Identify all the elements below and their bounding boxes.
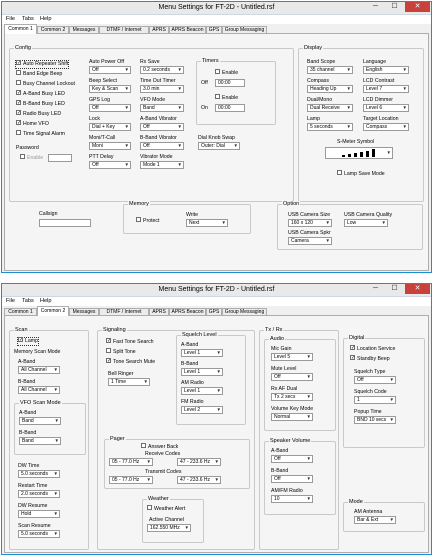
language-label: Language [363,59,387,65]
chevron-down-icon: ▼ [306,374,311,379]
audio-group [264,336,336,431]
timer-off-enable-checkbox[interactable]: Enable [215,70,238,77]
close-button[interactable]: ✕ [405,284,430,294]
usb-camera-quality-label: USB Camera Quality [344,212,393,218]
speaker-am-fm-select[interactable]: 10 ▼ [271,495,313,503]
tab-aprs-beacon[interactable]: APRS Beacon [169,308,206,316]
menu-tabs[interactable]: Tabs [22,298,34,304]
lcd-contrast-select[interactable]: Level 7 ▼ [363,85,409,93]
checkmark-icon: ✓ [351,355,356,362]
tab-common-2[interactable]: Common 2 [37,306,69,316]
transmit-codes-label: Transmit Codes [145,469,182,475]
minimize-button[interactable]: ─ [373,3,378,10]
timer-off-label: Off [201,80,208,86]
chevron-down-icon: ▼ [184,525,189,530]
chevron-down-icon: ▼ [325,238,330,243]
scan-lamp-checkbox[interactable]: ✓ Lamp [19,337,38,344]
chevron-down-icon: ▼ [53,511,58,516]
chevron-down-icon: ▼ [346,67,351,72]
speaker-a-select[interactable]: Off ▼ [271,455,313,463]
vfo-scan-a-label: A-Band [19,410,37,416]
home-vfo-checkbox[interactable]: ✓ Home VFO [17,120,49,127]
digital-title: Digital [349,335,365,341]
restart-time-label: Restart Time [18,483,48,489]
squelch-level-title: Squelch Level [182,332,217,338]
chevron-down-icon: ▼ [53,531,58,536]
chevron-down-icon: ▼ [306,496,311,501]
config-title: Config [15,45,31,51]
chevron-down-icon: ▼ [346,105,351,110]
dual-mono-select[interactable]: Dual Receive ▼ [307,104,353,112]
popup-time-select[interactable]: BND 10 secs ▼ [354,416,396,424]
chevron-down-icon: ▼ [346,124,351,129]
band-scope-label: Band Scope [307,59,336,65]
chevron-down-icon: ▼ [221,220,226,225]
mode-group [343,499,425,532]
signaling-group [97,327,255,550]
chevron-down-icon: ▼ [177,105,182,110]
time-out-timer-label: Time Out Timer [140,78,176,84]
chevron-down-icon: ▼ [381,220,386,225]
menu-help[interactable]: Help [40,298,52,304]
am-antenna-select[interactable]: Bar & Ext ▼ [354,516,396,524]
pager-title: Pager [110,436,125,442]
chevron-down-icon: ▼ [306,354,311,359]
checkmark-icon: ✓ [17,90,22,97]
chevron-down-icon: ▼ [177,143,182,148]
chevron-down-icon: ▼ [177,162,182,167]
vfo-scan-mode-group [14,400,86,455]
callsign-input[interactable] [39,219,91,227]
dw-resume-select[interactable]: Hold ▼ [18,510,60,518]
checkmark-icon: ✓ [107,338,112,345]
chevron-down-icon: ▼ [389,417,394,422]
beep-select-select[interactable]: Key & Scan ▼ [89,85,131,93]
chevron-down-icon: ▼ [124,86,129,91]
tab-gps[interactable]: GPS [206,26,222,34]
speaker-am-fm-label: AM/FM Radio [271,488,303,494]
tab-aprs-beacon[interactable]: APRS Beacon [169,26,206,34]
mode-title: Mode [349,499,363,505]
password-enable-checkbox[interactable]: Enable [20,155,43,162]
memory-scan-a-label: A-Band [18,359,36,365]
split-tone-checkbox[interactable]: Split Tone [106,349,136,356]
receive-codes-label: Receive Codes [145,451,181,457]
auto-power-off-select[interactable]: Off ▼ [89,66,131,74]
dw-time-label: DW Time [18,463,40,469]
timer-off-input[interactable]: 00:00 [215,79,245,87]
time-out-timer-select[interactable]: 3.0 min ▼ [140,85,184,93]
a-band-vibrator-label: A-Band Vibrator [140,116,177,122]
vfo-scan-mode-title: VFO Scan Mode [20,400,61,406]
checkbox-empty-icon [16,70,21,75]
chevron-down-icon: ▼ [177,86,182,91]
rx-af-dual-select[interactable]: Tx 2 secs ▼ [271,393,313,401]
speaker-b-select[interactable]: Off ▼ [271,475,313,483]
speaker-volume-group [264,438,336,515]
volume-key-mode-label: Volume Key Mode [271,406,314,412]
menu-file[interactable]: File [6,298,16,304]
chevron-down-icon: ▼ [402,105,407,110]
dial-knob-swap-select[interactable]: Outer: Dial ▼ [198,142,240,150]
chevron-down-icon: ▼ [216,369,221,374]
mic-gain-select[interactable]: Level 5 ▼ [271,353,313,361]
moni-tcall-select[interactable]: Moni ▼ [89,142,131,150]
target-location-label: Target Location [363,116,399,122]
weather-group [142,496,204,543]
tx-rx-title: Tx / Rx [265,327,283,333]
fast-tone-search-checkbox[interactable]: ✓ Fast Tone Search [107,338,154,345]
squelch-b-label: B-Band [181,361,199,367]
menu-help[interactable]: Help [40,16,52,22]
checkbox-empty-icon [20,154,25,159]
callsign-label: Callsign [39,211,58,217]
chevron-down-icon: ▼ [216,407,221,412]
speaker-a-label: A-Band [271,448,289,454]
vfo-mode-select[interactable]: Band ▼ [140,104,184,112]
time-signal-alarm-checkbox[interactable]: Time Signal Alarm [16,131,65,138]
title-bar [2,284,431,297]
menu-bar [2,15,431,24]
chevron-down-icon: ▼ [389,397,394,402]
menu-bar [2,297,431,306]
password-input[interactable] [48,154,72,162]
ptt-delay-select[interactable]: Off ▼ [89,161,131,169]
usb-camera-spkr-label: USB Camera Spkr [288,230,331,236]
memory-title: Memory [129,201,149,207]
tab-common-1[interactable]: Common 1 [4,308,37,316]
checkbox-empty-icon [215,69,220,74]
checkbox-empty-icon [136,217,141,222]
timer-on-enable-checkbox[interactable]: Enable [215,95,238,102]
bell-ringer-label: Bell Ringer [108,371,134,377]
location-service-checkbox[interactable]: ✓ Location Service [351,345,396,352]
checkmark-icon: ✓ [17,100,22,107]
vfo-scan-a-select[interactable]: Band ▼ [19,417,61,425]
tab-common-1[interactable]: Common 1 [4,24,37,34]
s-meter-bars-icon [340,149,390,158]
maximize-button[interactable]: ☐ [391,285,398,292]
checkbox-empty-icon [147,505,152,510]
dial-knob-swap-label: Dial Knob Swap [198,135,235,141]
chevron-down-icon: ▼ [177,67,182,72]
chevron-down-icon: ▼ [402,124,407,129]
checkmark-icon: ✓ [17,110,22,117]
chevron-down-icon: ▼ [124,105,129,110]
menu-tabs[interactable]: Tabs [22,16,34,22]
rx-save-label: Rx Save [140,59,160,65]
memory-group [123,201,251,234]
gps-log-select[interactable]: Off ▼ [89,104,131,112]
tone-search-mute-checkbox[interactable]: ✓ Tone Search Mute [107,358,156,365]
vibrator-mode-select[interactable]: Mode 1 ▼ [140,161,184,169]
memory-scan-b-label: B-Band [18,379,36,385]
checkmark-icon: ✓ [351,345,356,352]
mic-gain-label: Mic Gain [271,346,292,352]
checkmark-icon: ✓ [19,337,24,344]
squelch-code-label: Squelch Code [354,389,387,395]
audio-title: Audio [270,336,285,342]
tab-group-messaging[interactable]: Group Messaging [222,308,267,316]
tab-common-2[interactable]: Common 2 [37,26,69,34]
usb-camera-size-label: USB Camera Size [288,212,331,218]
chevron-down-icon: ▼ [124,124,129,129]
fm-radio-label: FM Radio [181,399,204,405]
tab-messages[interactable]: Messages [69,26,99,34]
target-location-select[interactable]: Compass ▼ [363,123,409,131]
language-select[interactable]: English ▼ [363,66,409,74]
chevron-down-icon: ▼ [402,86,407,91]
squelch-type-label: Squelch Type [354,369,386,375]
menu-file[interactable]: File [6,16,16,22]
chevron-down-icon: ▼ [124,162,129,167]
squelch-type-select[interactable]: Off ▼ [354,376,396,384]
settings-window-common2 [1,283,432,555]
vfo-scan-b-select[interactable]: Band ▼ [19,437,61,445]
scan-title: Scan [15,327,28,333]
squelch-level-group [176,332,246,425]
chevron-down-icon: ▼ [325,220,330,225]
rx-af-dual-label: Rx AF Dual [271,386,298,392]
transmit-code-2-select[interactable]: 47 - 233.6 Hz ▼ [177,476,221,484]
rx-save-select[interactable]: 0.2 seconds ▼ [140,66,184,74]
maximize-button[interactable]: ☐ [391,3,398,10]
chevron-down-icon: ▼ [306,394,311,399]
lcd-dimmer-label: LCD Dimmer [363,97,393,103]
moni-tcall-label: Moni/T-Call [89,135,116,141]
speaker-b-label: B-Band [271,468,289,474]
band-edge-beep-checkbox[interactable]: Band Edge Beep [16,71,62,78]
volume-key-mode-select[interactable]: Normal ▼ [271,413,313,421]
auto-power-off-label: Auto Power Off [89,59,125,65]
s-meter-symbol-label: S-Meter Symbol [337,139,375,145]
close-button[interactable]: ✕ [405,2,430,12]
chevron-down-icon: ▼ [214,459,219,464]
chevron-down-icon: ▼ [306,414,311,419]
chevron-down-icon: ▼ [216,388,221,393]
vfo-mode-label: VFO Mode [140,97,166,103]
b-band-vibrator-select[interactable]: Off ▼ [140,142,184,150]
lcd-contrast-label: LCD Contrast [363,78,395,84]
am-radio-select[interactable]: Level 1 ▼ [181,387,223,395]
chevron-down-icon: ▼ [146,459,151,464]
am-radio-label: AM Radio [181,380,204,386]
memory-scan-a-select[interactable]: All Channel ▼ [18,366,60,374]
tab-dtmf-internet[interactable]: DTMF / Internet [99,308,149,316]
usb-camera-spkr-select[interactable]: Camera ▼ [288,237,332,245]
chevron-down-icon: ▼ [53,471,58,476]
timers-title: Timers [202,58,219,64]
common2-panel [4,315,429,553]
tx-rx-group [259,327,339,550]
bell-ringer-select[interactable]: 1 Time ▼ [108,378,150,386]
window-title: Menu Settings for FT-2D - Untitled.rsf [158,4,275,11]
standby-beep-checkbox[interactable]: ✓ Standby Beep [351,355,390,362]
memory-scan-mode-label: Memory Scan Mode [14,349,61,355]
tab-gps[interactable]: GPS [206,308,222,316]
title-bar [2,2,431,15]
dw-resume-label: DW Resume [18,503,48,509]
chevron-down-icon: ▼ [177,124,182,129]
squelch-code-select[interactable]: 1 ▼ [354,396,396,404]
chevron-down-icon: ▼ [53,491,58,496]
settings-window-common1 [1,1,432,273]
transmit-code-1-select[interactable]: 05 - 77.0 Hz ▼ [109,476,153,484]
busy-channel-lockout-checkbox[interactable]: Busy Channel Lockout [16,81,75,88]
chevron-down-icon: ▼ [389,377,394,382]
tab-group-messaging[interactable]: Group Messaging [222,26,267,34]
lock-label: Lock [89,116,100,122]
checkbox-empty-icon [337,170,342,175]
checkmark-icon: ✓ [17,60,22,67]
lamp-save-mode-checkbox[interactable]: Lamp Save Mode [337,171,385,178]
display-title: Display [304,45,323,51]
option-title: Option [283,201,300,207]
option-group [277,201,423,250]
tab-dtmf-internet[interactable]: DTMF / Internet [99,26,149,34]
chevron-down-icon: ▼ [54,438,59,443]
vfo-scan-b-label: B-Band [19,430,37,436]
lamp-label: Lamp [307,116,320,122]
s-meter-symbol-select[interactable] [325,147,393,159]
squelch-a-select[interactable]: Level 1 ▼ [181,349,223,357]
weather-alert-checkbox[interactable]: Weather Alert [147,506,185,513]
band-scope-select[interactable]: 35 channel ▼ [307,66,353,74]
answer-back-checkbox[interactable]: Answer Back [141,444,178,451]
b-band-vibrator-label: B-Band Vibrator [140,135,177,141]
beep-select-label: Beep Select [89,78,117,84]
chevron-down-icon: ▼ [54,418,59,423]
memory-write-select[interactable]: Next ▼ [186,219,228,227]
usb-camera-size-select[interactable]: 160 x 120 ▼ [288,219,332,227]
chevron-down-icon: ▼ [53,367,58,372]
chevron-down-icon: ▼ [389,517,394,522]
timers-group [196,58,276,125]
chevron-down-icon: ▼ [233,143,238,148]
weather-title: Weather [148,496,169,502]
a-band-busy-led-checkbox[interactable]: ✓ A-Band Busy LED [17,90,65,97]
chevron-down-icon: ▼ [143,379,148,384]
checkbox-empty-icon [16,130,21,135]
usb-camera-quality-select[interactable]: Low ▼ [344,219,388,227]
receive-code-1-select[interactable]: 05 - 77.0 Hz ▼ [109,458,153,466]
scan-group [9,327,89,550]
radio-busy-led-checkbox[interactable]: ✓ Radio Busy LED [17,110,62,117]
chevron-down-icon: ▼ [346,86,351,91]
chevron-down-icon: ▼ [216,350,221,355]
active-channel-select[interactable]: 162.550 MHz ▼ [147,524,191,532]
mute-level-label: Mute Level [271,366,297,372]
display-group [298,45,424,202]
am-antenna-label: AM Antenna [354,509,383,515]
checkbox-empty-icon [215,94,220,99]
vibrator-mode-label: Vibrator Mode [140,154,173,160]
checkbox-empty-icon [106,348,111,353]
pager-group [104,436,250,489]
lamp-select[interactable]: 5 seconds ▼ [307,123,353,131]
memory-protect-checkbox[interactable]: Protect [136,218,159,225]
common1-panel [4,33,429,271]
chevron-down-icon: ▼ [402,67,407,72]
timer-on-label: On [201,105,208,111]
gps-log-label: GPS Log [89,97,111,103]
restart-time-select[interactable]: 2.0 seconds ▼ [18,490,60,498]
receive-code-2-select[interactable]: 47 - 233.6 Hz ▼ [177,458,221,466]
memory-write-label: Write [186,212,199,218]
chevron-down-icon: ▼ [124,143,129,148]
scan-resume-label: Scan Resume [18,523,51,529]
tab-aprs[interactable]: APRS [149,308,169,316]
squelch-a-label: A-Band [181,342,199,348]
tab-messages[interactable]: Messages [69,308,99,316]
timer-on-input[interactable]: 00:00 [215,104,245,112]
a-band-vibrator-select[interactable]: Off ▼ [140,123,184,131]
fm-radio-select[interactable]: Level 2 ▼ [181,406,223,414]
compass-label: Compass [307,78,329,84]
digital-group [343,335,425,448]
checkbox-empty-icon [141,443,146,448]
checkmark-icon: ✓ [17,120,22,127]
config-group [9,45,294,202]
auto-repeater-shift-checkbox[interactable]: ✓ Auto Repeater Shift [17,60,69,67]
tab-aprs[interactable]: APRS [149,26,169,34]
chevron-down-icon: ▼ [53,387,58,392]
speaker-volume-title: Speaker Volume [270,438,311,444]
lock-select[interactable]: Dial + Key ▼ [89,123,131,131]
dw-time-select[interactable]: 5.0 seconds ▼ [18,470,60,478]
squelch-b-select[interactable]: Level 1 ▼ [181,368,223,376]
chevron-down-icon: ▼ [124,67,129,72]
chevron-down-icon: ▼ [146,477,151,482]
chevron-down-icon: ▼ [214,477,219,482]
checkbox-empty-icon [16,80,21,85]
popup-time-label: Popup Time [354,409,382,415]
signaling-title: Signaling [103,327,126,333]
minimize-button[interactable]: ─ [373,285,378,292]
scan-resume-select[interactable]: 5.0 seconds ▼ [18,530,60,538]
lcd-dimmer-select[interactable]: Level 6 ▼ [363,104,409,112]
compass-select[interactable]: Heading Up ▼ [307,85,353,93]
chevron-down-icon: ▼ [306,476,311,481]
ptt-delay-label: PTT Delay [89,154,114,160]
chevron-down-icon: ▼ [386,150,391,155]
chevron-down-icon: ▼ [306,456,311,461]
checkmark-icon: ✓ [107,358,112,365]
window-title: Menu Settings for FT-2D - Untitled.rsf [158,286,275,293]
b-band-busy-led-checkbox[interactable]: ✓ B-Band Busy LED [17,100,65,107]
password-label: Password [16,145,39,151]
mute-level-select[interactable]: Off ▼ [271,373,313,381]
memory-scan-b-select[interactable]: All Channel ▼ [18,386,60,394]
active-channel-label: Active Channel [149,517,184,523]
dual-mono-label: Dual/Mono [307,97,333,103]
